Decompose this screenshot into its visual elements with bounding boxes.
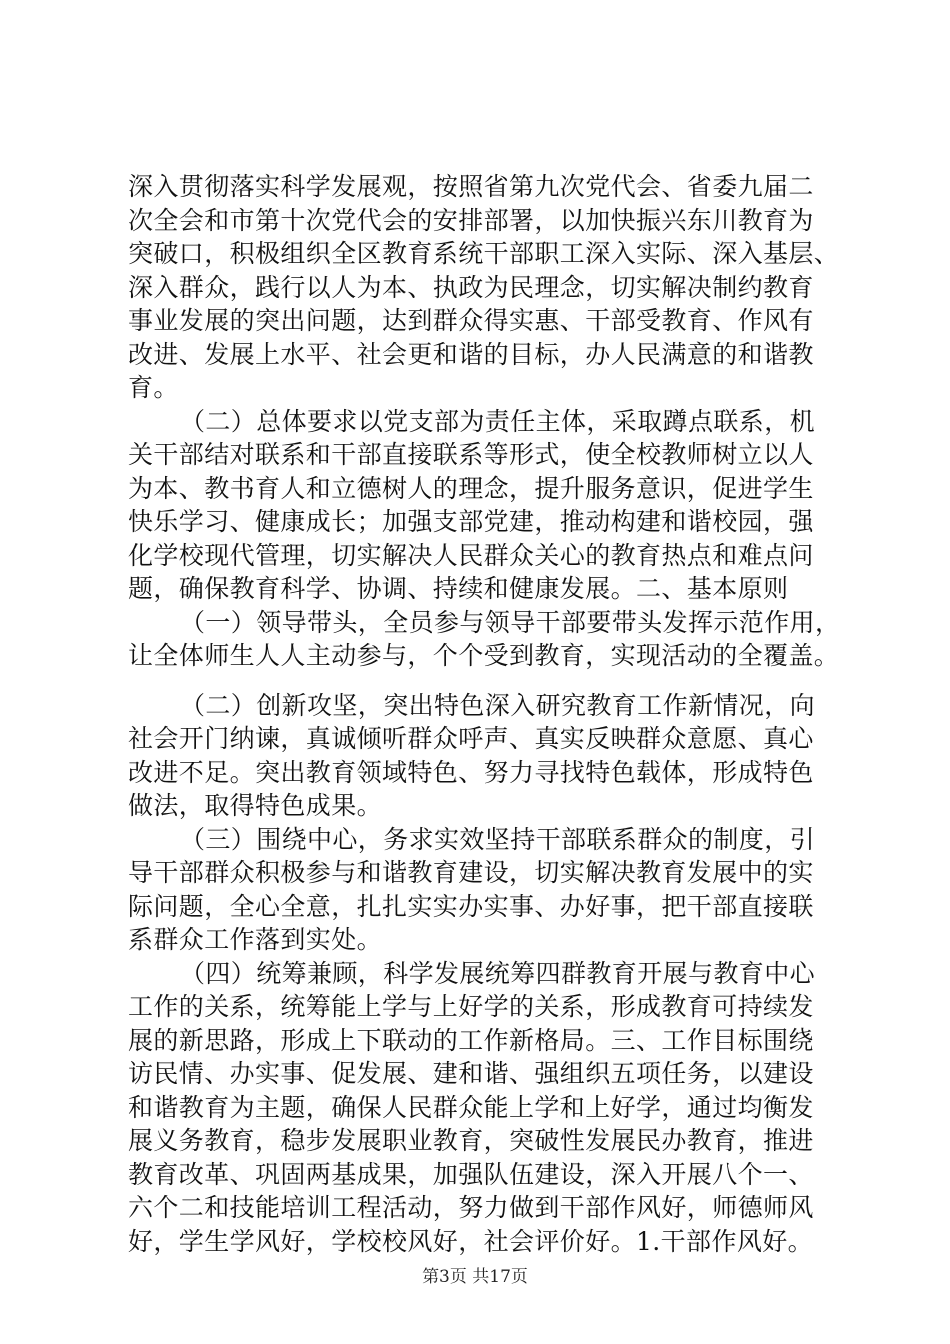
text-line: 和谐教育为主题，确保人民群众能上学和上好学，通过均衡发 (128, 1092, 814, 1122)
text-line: 题，确保教育科学、协调、持续和健康发展。二、基本原则 (128, 574, 789, 603)
text-line: 深入群众，践行以人为本、执政为民理念，切实解决制约教育 (128, 272, 814, 302)
text-line: 关干部结对联系和干部直接联系等形式，使全校教师树立以人 (128, 440, 814, 469)
paragraph-start-line: （二）创新攻坚，突出特色深入研究教育工作新情况，向 (180, 690, 816, 720)
paragraph-gap (128, 673, 840, 689)
text-line: 快乐学习、健康成长；加强支部党建，推动构建和谐校园，强 (128, 507, 814, 536)
text-line: 改进不足。突出教育领域特色、努力寻找特色载体，形成特色 (128, 757, 814, 787)
body-text (128, 170, 840, 1258)
page-footer (0, 1262, 950, 1287)
text-line: 改进、发展上水平、社会更和谐的目标，办人民满意的和谐教 (128, 339, 814, 369)
text-line: 访民情、办实事、促发展、建和谐、强组织五项任务，以建设 (128, 1059, 814, 1088)
text-line: 六个二和技能培训工程活动，努力做到干部作风好，师德师风 (128, 1193, 814, 1222)
text-line: 好，学生学风好，学校校风好，社会评价好。1.干部作风好。 (128, 1226, 814, 1256)
paragraph-start-line: （二）总体要求以党支部为责任主体，采取蹲点联系，机 (180, 406, 816, 436)
text-line: 教育改革、巩固两基成果，加强队伍建设，深入开展八个一、 (128, 1159, 814, 1189)
paragraph-start-line: （一）领导带头，全员参与领导干部要带头发挥示范作用， (180, 607, 841, 637)
paragraph-start-line: （三）围绕中心，务求实效坚持干部联系群众的制度，引 (180, 824, 816, 854)
paragraph-start-line: （四）统筹兼顾，科学发展统筹四群教育开展与教育中心 (180, 958, 816, 988)
text-line: 化学校现代管理，切实解决人民群众关心的教育热点和难点问 (128, 540, 814, 570)
text-line: 突破口，积极组织全区教育系统干部职工深入实际、深入基层、 (128, 239, 840, 268)
text-line: 事业发展的突出问题，达到群众得实惠、干部受教育、作风有 (128, 306, 814, 335)
text-line: 际问题，全心全意，扎扎实实办实事、办好事，把干部直接联 (128, 891, 814, 921)
text-line: 为本、教书育人和立德树人的理念，提升服务意识，促进学生 (128, 473, 814, 503)
text-line: 展义务教育，稳步发展职业教育，突破性发展民办教育，推进 (128, 1126, 814, 1155)
text-line: 次全会和市第十次党代会的安排部署，以加快振兴东川教育为 (128, 205, 814, 235)
text-line: 工作的关系，统筹能上学与上好学的关系，形成教育可持续发 (128, 992, 814, 1021)
text-line: 育。 (128, 373, 179, 402)
text-line: 让全体师生人人主动参与，个个受到教育，实现活动的全覆盖。 (128, 641, 840, 670)
text-line: 导干部群众积极参与和谐教育建设，切实解决教育发展中的实 (128, 858, 814, 887)
page-indicator: 第3页 共17页 (422, 1267, 528, 1287)
text-line: 系群众工作落到实处。 (128, 925, 383, 954)
text-line: 做法，取得特色成果。 (128, 791, 383, 820)
text-line: 深入贯彻落实科学发展观，按照省第九次党代会、省委九届二 (128, 172, 814, 201)
text-line: 社会开门纳谏，真诚倾听群众呼声、真实反映群众意愿、真心 (128, 724, 814, 753)
text-line: 展的新思路，形成上下联动的工作新格局。三、工作目标围绕 (128, 1025, 814, 1055)
